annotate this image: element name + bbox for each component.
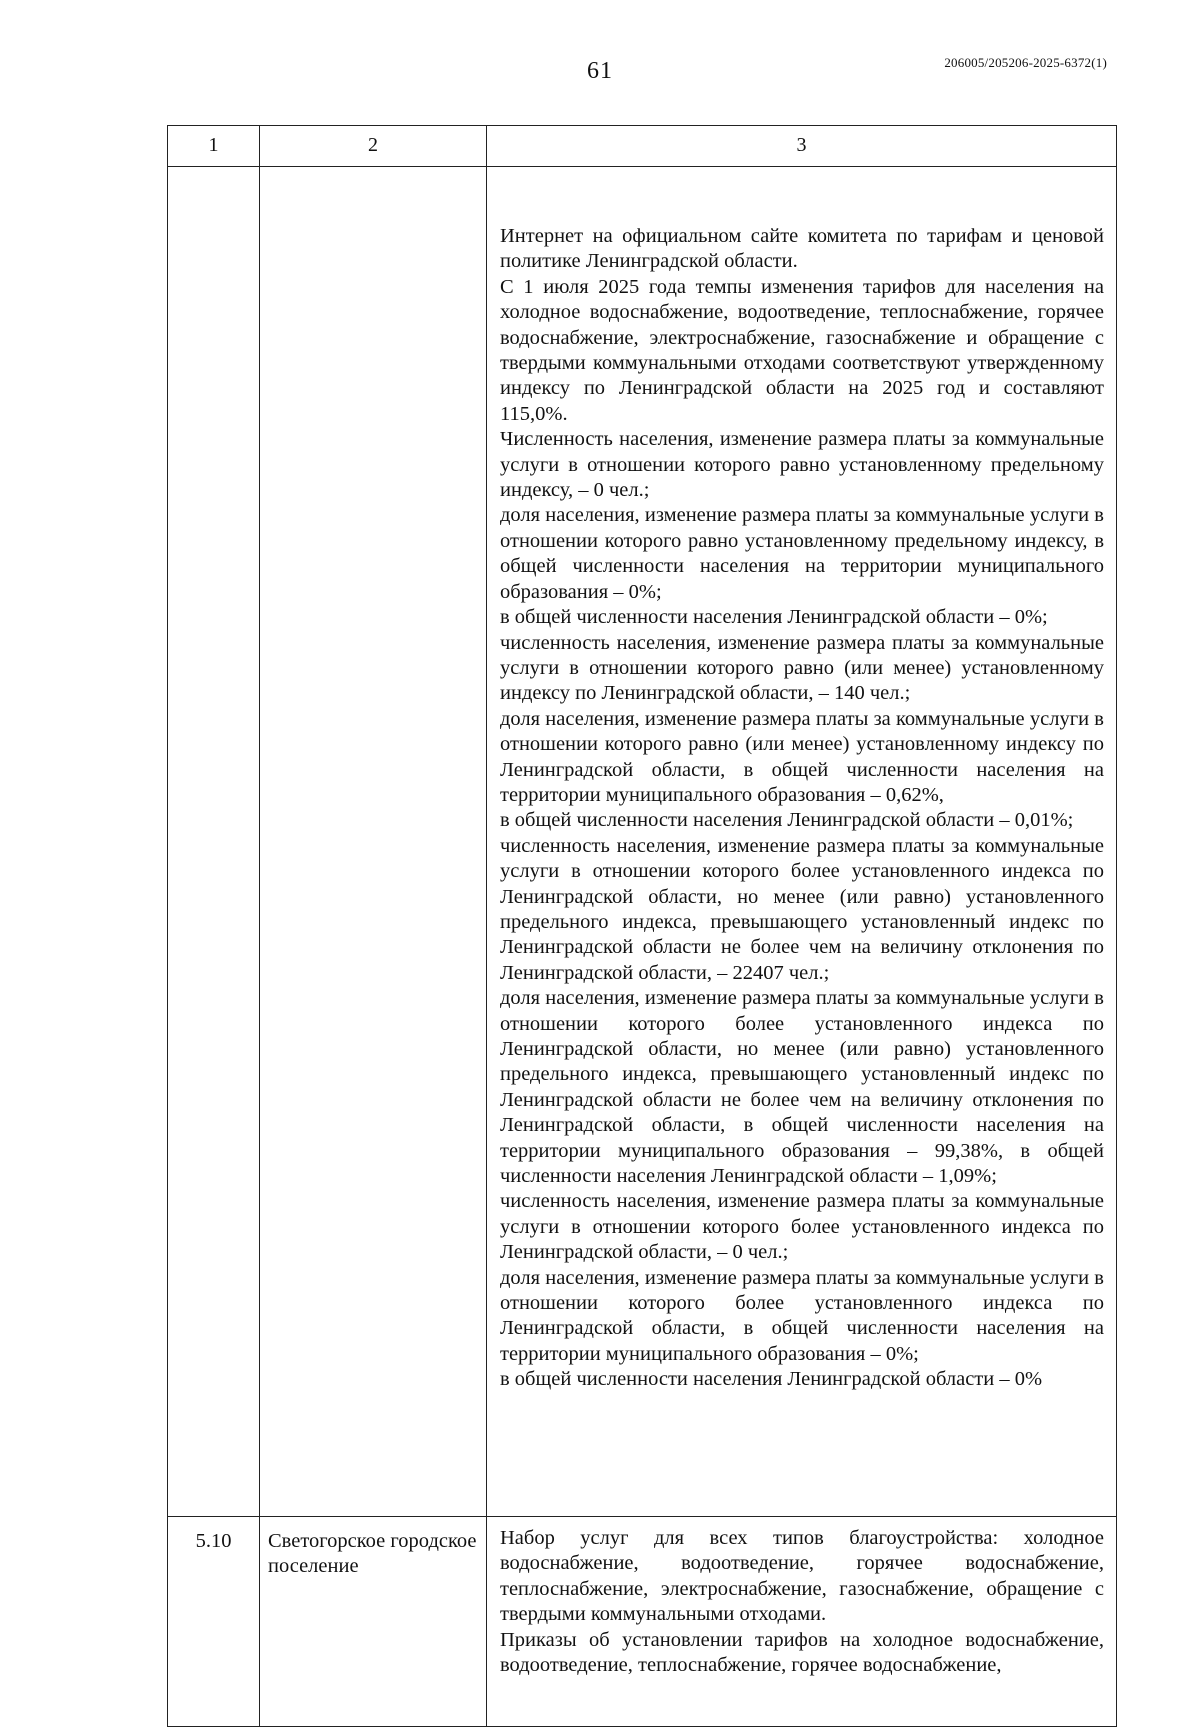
paragraph: Набор услуг для всех типов благоустройства: холодное водоснабжение, водоотведение, горячее водоснабжение, теплоснабжение, электроснабжение, газоснабжение, обращение с твердыми коммунальными отходами.	[500, 1527, 1104, 1626]
row-number-cell: 5.10	[168, 1517, 260, 1727]
table-header-row	[168, 126, 1117, 167]
municipality-cell	[260, 167, 487, 1517]
paragraph: численность населения, изменение размера платы за коммунальные услуги в отношении которого более установленного индекса по Ленинградской области, – 0 чел.;	[500, 1190, 1104, 1264]
paragraph: численность населения, изменение размера платы за коммунальные услуги в отношении которого более установленного индекса по Ленинградской области, но менее (или равно) установленного предельного индекса, превышающего установленный индекс по Ленинградской области не более чем на величину отклонения по Ленинградской области, – 22407 чел.;	[500, 834, 1104, 984]
paragraph: численность населения, изменение размера платы за коммунальные услуги в отношении которого равно (или менее) установленному индексу по Ленинградской области, – 140 чел.;	[500, 631, 1104, 705]
table-row	[168, 1517, 1117, 1727]
paragraph: доля населения, изменение размера платы за коммунальные услуги в отношении которого равно установленному предельному индексу, в общей численности населения на территории муниципального образования – 0%;	[500, 504, 1104, 603]
paragraph: доля населения, изменение размера платы за коммунальные услуги в отношении которого более установленного индекса по Ленинградской области, но менее (или равно) установленного предельного индекса, превышающего установленный индекс по Ленинградской области не более чем на величину отклонения по Ленинградской области, в общей численности населения на территории муниципального образования – 99,38%, в общей численности населения Ленинградской области – 1,09%;	[500, 987, 1104, 1188]
municipality-cell: Светогорское городское поселение	[260, 1517, 487, 1727]
paragraph: Численность населения, изменение размера платы за коммунальные услуги в отношении которого равно установленному предельному индексу, – 0 чел.;	[500, 428, 1104, 502]
row-number-cell	[168, 167, 260, 1517]
document-code: 206005/205206-2025-6372(1)	[944, 55, 1107, 70]
paragraph: Приказы об установлении тарифов на холодное водоснабжение, водоотведение, теплоснабжение, горячее водоснабжение,	[500, 1628, 1104, 1677]
description-cell	[487, 1517, 1117, 1727]
paragraph: в общей численности населения Ленинградской области – 0%;	[500, 606, 1048, 629]
description-cell	[487, 167, 1117, 1517]
table-row	[168, 167, 1117, 1517]
paragraph: в общей численности населения Ленинградской области – 0,01%;	[500, 809, 1074, 832]
column-header-3: 3	[487, 126, 1117, 167]
paragraph: в общей численности населения Ленинградской области – 0%	[500, 1368, 1043, 1391]
tariff-table	[167, 125, 1117, 1727]
column-header-2: 2	[260, 126, 487, 167]
paragraph: С 1 июля 2025 года темпы изменения тарифов для населения на холодное водоснабжение, водоотведение, теплоснабжение, горячее водоснабжение, электроснабжение, газоснабжение и обращение с твердыми коммунальными отходами соответствуют утвержденному индексу по Ленинградской области на 2025 год и составляют 115,0%.	[500, 275, 1104, 425]
paragraph: доля населения, изменение размера платы за коммунальные услуги в отношении которого более установленного индекса по Ленинградской области, в общей численности населения на территории муниципального образования – 0%;	[500, 1266, 1104, 1365]
page-number: 61	[587, 58, 613, 84]
paragraph: Интернет на официальном сайте комитета по тарифам и ценовой политике Ленинградской области.	[500, 225, 1104, 273]
column-header-1: 1	[168, 126, 260, 167]
paragraph: доля населения, изменение размера платы за коммунальные услуги в отношении которого равно (или менее) установленному индексу по Ленинградской области, в общей численности населения на территории муниципального образования – 0,62%,	[500, 707, 1104, 806]
